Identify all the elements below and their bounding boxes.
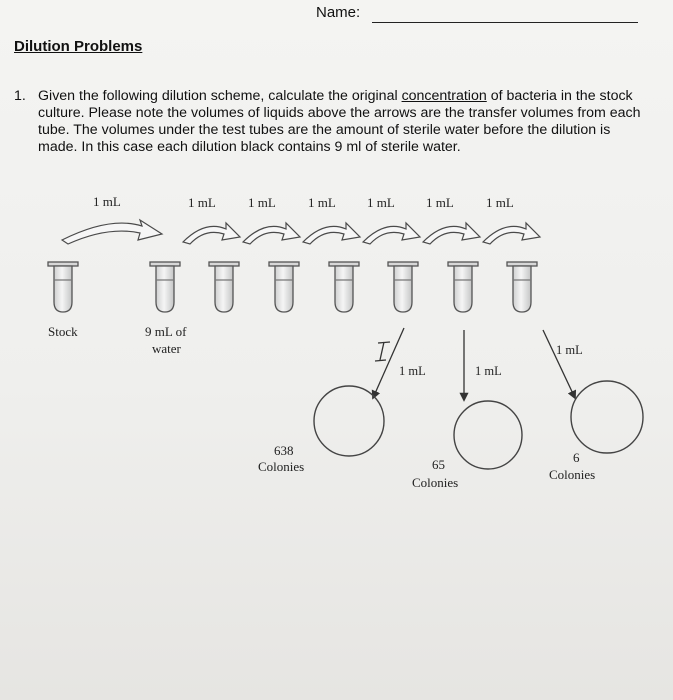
plate-1-count: 638 [274, 443, 294, 458]
plate-3-count: 6 [573, 450, 580, 465]
transfer-arrow-6 [423, 223, 480, 244]
transfer-label-1: 1 mL [93, 194, 121, 209]
petri-plate-1 [314, 386, 384, 456]
transfer-arrow-2 [183, 223, 240, 244]
transfer-label-3: 1 mL [248, 195, 276, 210]
plating-label-3: 1 mL [556, 343, 583, 357]
transfer-label-6: 1 mL [426, 195, 454, 210]
test-tubes [48, 262, 537, 312]
dilution-tube-5 [388, 262, 418, 312]
plate-2-unit: Colonies [412, 475, 459, 490]
plate-1-unit: Colonies [258, 459, 305, 474]
transfer-label-4: 1 mL [308, 195, 336, 210]
question-number: 1. [14, 88, 26, 104]
plating-arrow-1 [373, 328, 404, 398]
petri-plate-3 [571, 381, 643, 453]
dilution-tube-6 [448, 262, 478, 312]
question-text-part1: Given the following dilution scheme, calculate the original [38, 88, 402, 104]
plating-label-1: 1 mL [399, 364, 426, 378]
stock-tube [48, 262, 78, 312]
dilution-tube-1 [150, 262, 180, 312]
transfer-label-5: 1 mL [367, 195, 395, 210]
plating-label-2: 1 mL [475, 364, 502, 378]
handwritten-mark [375, 342, 390, 361]
plating-arrow-3 [543, 330, 575, 398]
transfer-arrows [62, 220, 540, 244]
transfer-label-2: 1 mL [188, 195, 216, 210]
transfer-arrow-7 [483, 223, 540, 244]
question-text-part2: of bacteria in the stock culture. Please note the volumes of liquids above the arrows are the transfer volumes from each tube. The volumes under the test tubes are the amount of sterile water before the dilution is made. In this case each dilution black contains 9 ml of sterile water. [38, 88, 641, 155]
transfer-arrow-5 [363, 223, 420, 244]
petri-plate-2 [454, 401, 522, 469]
question-text-underlined: concentration [401, 88, 487, 104]
transfer-arrow-3 [243, 223, 300, 244]
plate-3-unit: Colonies [549, 467, 596, 482]
transfer-arrow-1 [62, 220, 162, 244]
transfer-label-7: 1 mL [486, 195, 514, 210]
plate-2-count: 65 [432, 457, 445, 472]
dilution-tube-7 [507, 262, 537, 312]
transfer-arrow-4 [303, 223, 360, 244]
dilution-tube-2 [209, 262, 239, 312]
petri-plates [314, 381, 643, 469]
dilution-tube-3 [269, 262, 299, 312]
water-label-line2: water [152, 341, 181, 356]
section-title: Dilution Problems [14, 38, 143, 55]
name-label: Name: [316, 4, 361, 21]
water-label-line1: 9 mL of [145, 324, 187, 339]
dilution-tube-4 [329, 262, 359, 312]
stock-label: Stock [48, 324, 78, 339]
